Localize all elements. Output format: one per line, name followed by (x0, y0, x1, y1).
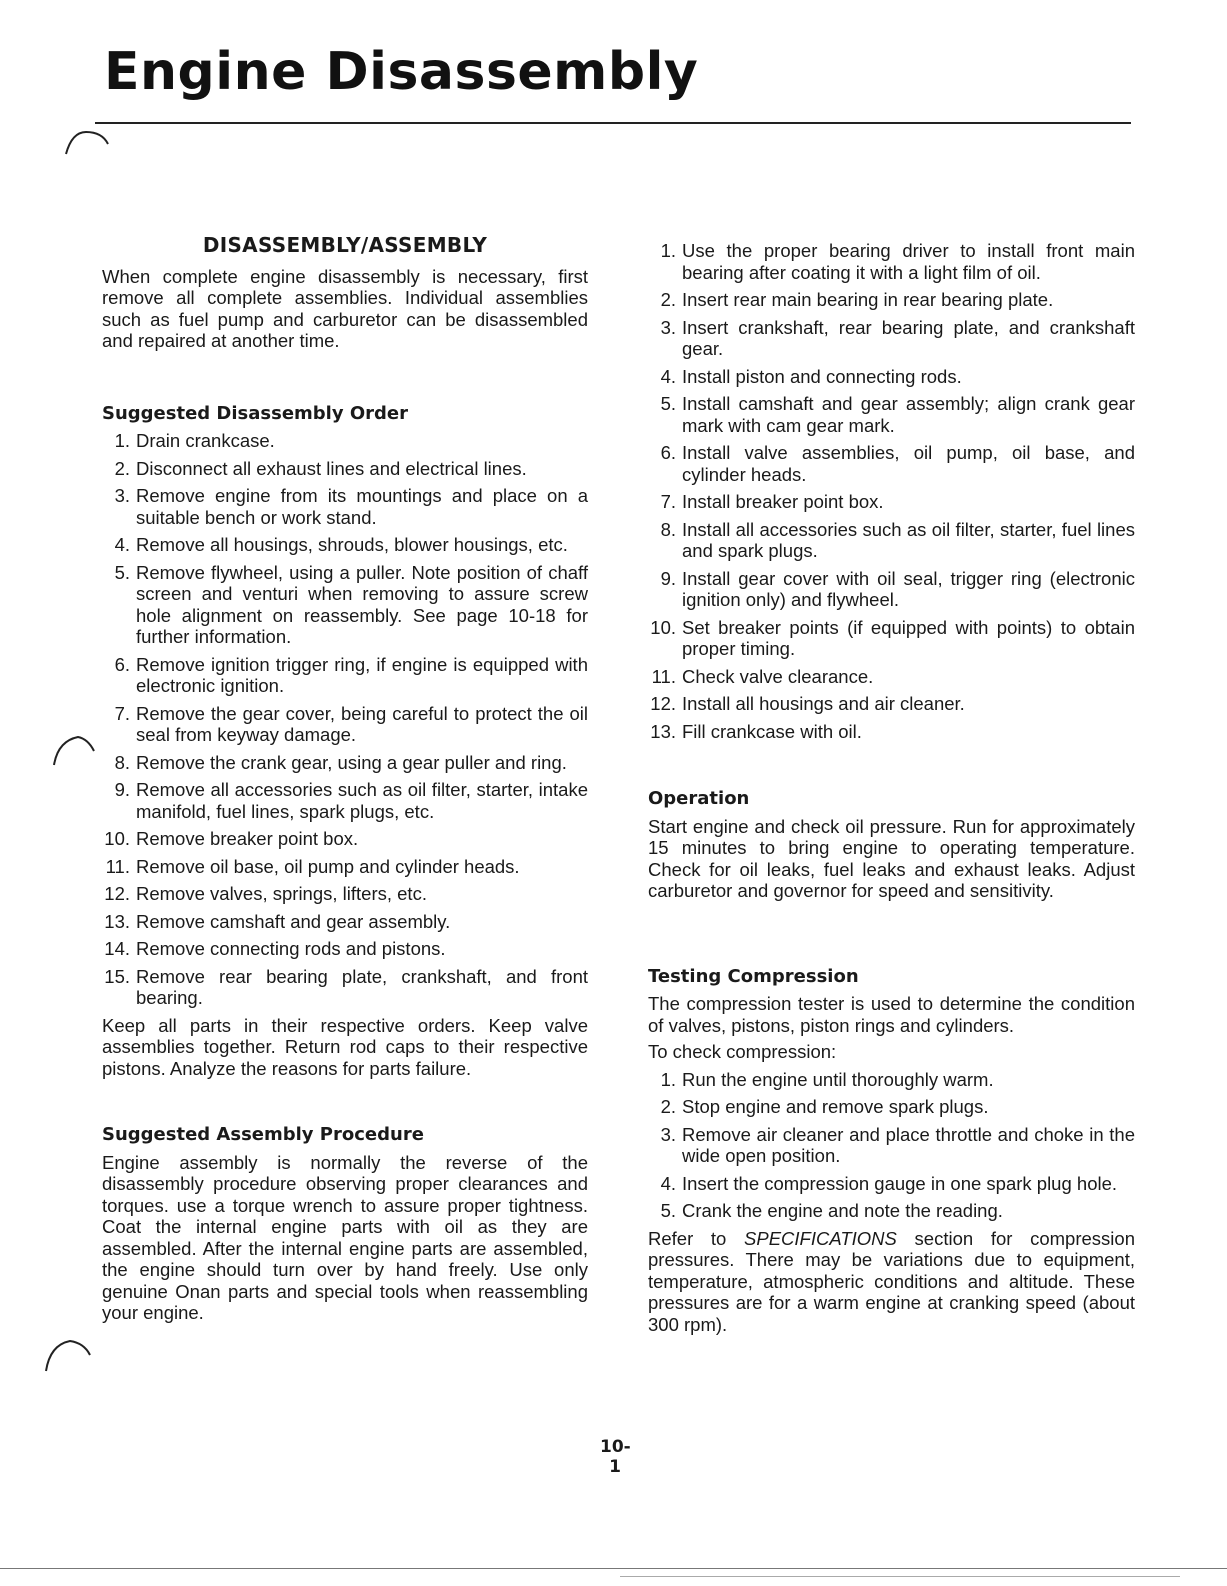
list-item: 9. Install gear cover with oil seal, trigger ring (electronic ignition only) and flywheel. (660, 567, 1135, 610)
refer-paragraph: Refer to SPECIFICATIONS section for compression pressures. There may be variations due to equipment, temperature, atmospheric conditions and altitude. These pressures are for a warm engine at cranking speed (about 300 rpm). (648, 1227, 1135, 1335)
page-number: 10-1 (600, 1437, 631, 1477)
list-item: 5. Install camshaft and gear assembly; align crank gear mark with cam gear mark. (660, 393, 1135, 436)
list-item: 14. Remove connecting rods and pistons. (104, 938, 446, 959)
list-item: 9. Remove all accessories such as oil filter, starter, intake manifold, fuel lines, spark plugs, etc. (114, 779, 588, 822)
footer-scan-line (0, 1568, 1227, 1569)
specifications-reference: SPECIFICATIONS (744, 1227, 897, 1249)
margin-arc-mark-bottom (40, 1337, 95, 1373)
list-item: 10. Remove breaker point box. (104, 828, 359, 849)
list-item: 1. Run the engine until thoroughly warm. (660, 1068, 994, 1090)
footer-scan-line-secondary (620, 1576, 1180, 1577)
margin-arc-mark-middle (48, 733, 98, 769)
list-item: 1. Use the proper bearing driver to install front main bearing after coating it with a light film of oil. (660, 240, 1135, 283)
list-item: 5. Crank the engine and note the reading. (660, 1200, 1003, 1221)
page-title: Engine Disassembly (104, 42, 699, 102)
list-item: 2. Insert rear main bearing in rear bearing plate. (660, 289, 1054, 310)
testing-compression-heading: Testing Compression (648, 965, 859, 987)
list-item: 3. Remove air cleaner and place throttle and choke in the wide open position. (660, 1123, 1135, 1166)
list-item: 13. Fill crankcase with oil. (650, 720, 862, 742)
list-item: 4. Insert the compression gauge in one spark plug hole. (660, 1172, 1118, 1194)
list-item: 5. Remove flywheel, using a puller. Note position of chaff screen and venturi when removing to assure screw hole alignment on reassembly. See page 10-18 for further information. (114, 561, 588, 647)
testing-lead-text: To check compression: (648, 1041, 837, 1062)
left-column (102, 235, 588, 1324)
list-item: 11. Check valve clearance. (651, 665, 874, 687)
section-heading-disassembly-assembly: DISASSEMBLY/ASSEMBLY (202, 233, 488, 257)
list-item: 11. Remove oil base, oil pump and cylinder heads. (105, 855, 520, 877)
list-item: 8. Remove the crank gear, using a gear puller and ring. (114, 751, 567, 773)
list-item: 8. Install all accessories such as oil filter, starter, fuel lines and spark plugs. (660, 518, 1135, 561)
assembly-procedure-paragraph: Engine assembly is normally the reverse of the disassembly procedure observing proper clearances and torques. use a torque wrench to assure proper tightness. Coat the internal engine parts with oil as they are assembled. After the internal engine parts are assembled, the engine should turn over by hand freely. Use only genuine Onan parts and special tools when reassembling your engine. (102, 1151, 588, 1323)
disassembly-note-paragraph: Keep all parts in their respective orders. Keep valve assemblies together. Return rod caps to their respective pistons. Analyze the reasons for parts failure. (102, 1014, 588, 1079)
intro-paragraph: When complete engine disassembly is necessary, first remove all complete assemblies. Individual assemblies such as fuel pump and carburetor can be disassembled and repaired at another time. (102, 265, 588, 351)
list-item: 7. Install breaker point box. (660, 491, 884, 512)
list-item: 2. Disconnect all exhaust lines and electrical lines. (114, 457, 527, 479)
list-item: 10. Set breaker points (if equipped with points) to obtain proper timing. (650, 616, 1135, 659)
testing-intro-paragraph: The compression tester is used to determine the condition of valves, pistons, piston rings and cylinders. (648, 993, 1135, 1036)
list-item: 7. Remove the gear cover, being careful to protect the oil seal from keyway damage. (114, 702, 588, 745)
operation-paragraph: Start engine and check oil pressure. Run for approximately 15 minutes to bring engine to operating temperature. Check for oil leaks, fuel leaks and exhaust leaks. Adjust carburetor and governor for speed and sensitivity. (648, 815, 1135, 901)
margin-arc-mark-top (62, 128, 112, 158)
title-divider (95, 122, 1131, 124)
list-item: 6. Remove ignition trigger ring, if engine is equipped with electronic ignition. (114, 653, 588, 696)
list-item: 15. Remove rear bearing plate, crankshaft, and front bearing. (104, 965, 588, 1008)
list-item: 3. Insert crankshaft, rear bearing plate, and crankshaft gear. (660, 316, 1135, 359)
list-item: 12. Install all housings and air cleaner. (650, 693, 965, 714)
disassembly-order-list (102, 430, 588, 1009)
list-item: 3. Remove engine from its mountings and place on a suitable bench or work stand. (114, 485, 588, 528)
list-item: 6. Install valve assemblies, oil pump, oil base, and cylinder heads. (660, 442, 1135, 485)
list-item: 2. Stop engine and remove spark plugs. (660, 1096, 989, 1117)
list-item: 1. Drain crankcase. (114, 430, 275, 451)
assembly-steps-list (648, 240, 1135, 742)
list-item: 12. Remove valves, springs, lifters, etc. (104, 883, 427, 904)
list-item: 4. Install piston and connecting rods. (660, 365, 962, 387)
list-item: 4. Remove all housings, shrouds, blower housings, etc. (114, 534, 568, 555)
assembly-procedure-heading: Suggested Assembly Procedure (102, 1124, 424, 1145)
testing-steps-list (648, 1069, 1135, 1222)
operation-heading: Operation (648, 788, 750, 809)
right-column (648, 240, 1135, 1335)
disassembly-order-heading: Suggested Disassembly Order (102, 402, 408, 424)
list-item: 13. Remove camshaft and gear assembly. (104, 910, 451, 932)
